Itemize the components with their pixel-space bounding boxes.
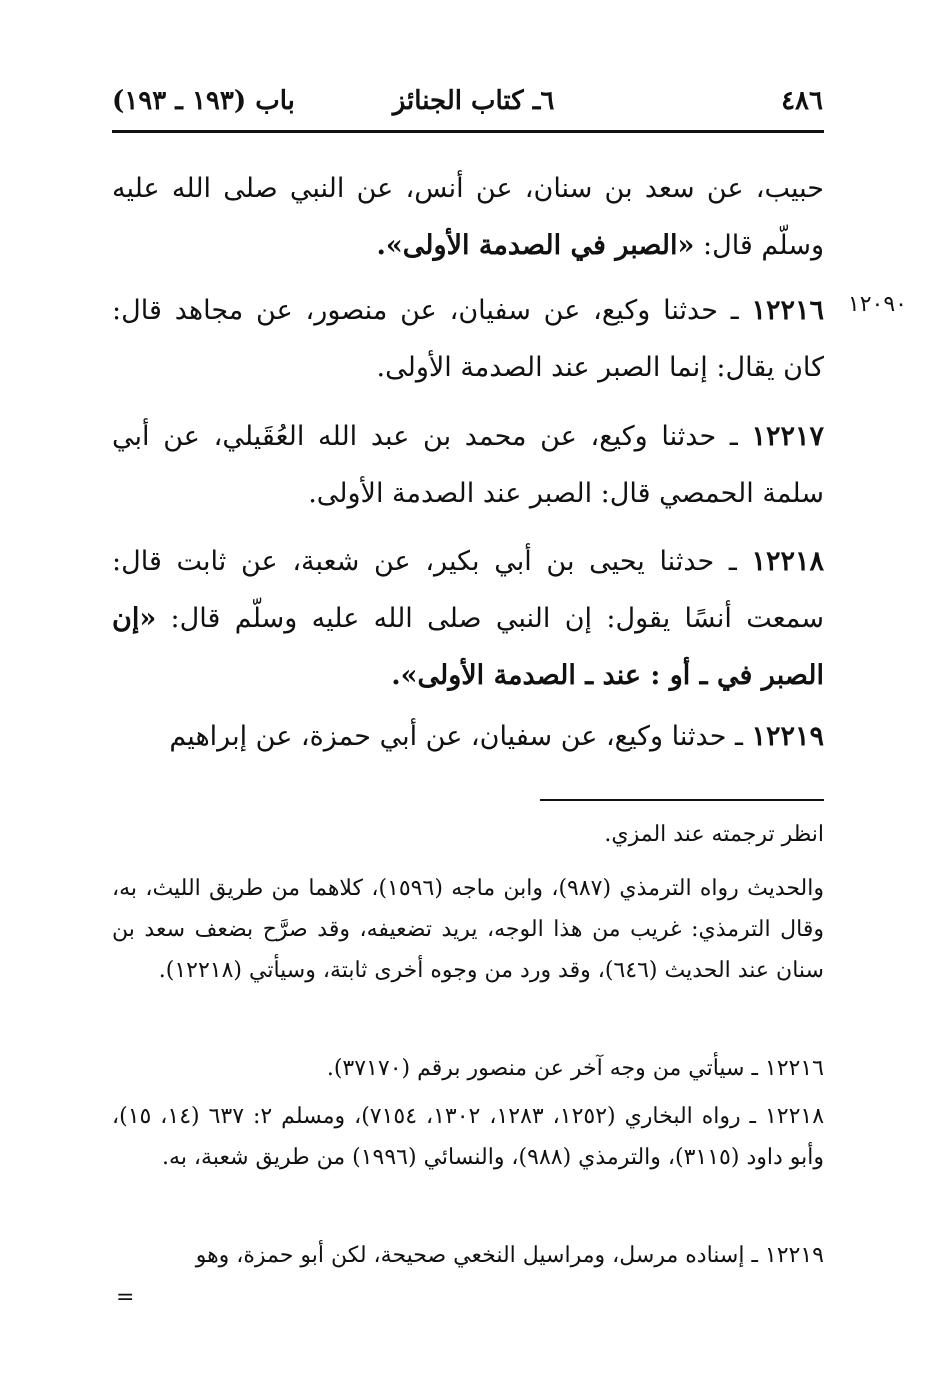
page-number: ٤٨٦	[781, 86, 823, 116]
chapter-range: باب (١٩٣ ـ ١٩٣)	[112, 86, 295, 116]
footnote: والحديث رواه الترمذي (٩٨٧)، وابن ماجه (١٥٩٦)، كلاهما من طريق الليث، به، وقال الترمذي: غريب من هذا الوجه، يريد تضعيفه، وقد صرَّح بضعف سعد بن سنان عند الحديث (٦٤٦)، وقد ورد من وجوه أخرى ثابتة، وسيأتي (١٢٢١٨).	[112, 876, 825, 983]
header-rule	[112, 130, 824, 133]
footnote: ١٢٢١٨ ـ رواه البخاري (١٢٥٢، ١٢٨٣، ١٣٠٢، ٧١٥٤)، ومسلم ٢: ٦٣٧ (١٤، ١٥)، وأبو داود (٣١١٥)، والترمذي (٩٨٨)، والنسائي (١٩٩٦) من طريق شعبة، به.	[112, 1104, 825, 1170]
hadith-12217	[112, 408, 824, 522]
hadith-quote: «الصبر في الصدمة الأولى».	[376, 230, 695, 261]
hadith-number: ١٢٢١٩	[751, 721, 824, 752]
hadith-number: ١٢٢١٨	[751, 546, 824, 577]
hadith-12216	[112, 282, 824, 396]
hadith-number: ١٢٢١٦	[751, 295, 824, 326]
paragraph-text: حبيب، عن سعد بن سنان، عن أنس، عن النبي صلى الله عليه وسلّم قال:	[112, 173, 824, 261]
hadith-number: ١٢٢١٧	[751, 421, 824, 452]
hadith-text: ـ حدثنا وكيع، عن سفيان، عن أبي حمزة، عن إبراهيم	[169, 721, 752, 752]
footnote: انظر ترجمته عند المزي.	[604, 822, 824, 847]
continuation-mark: =	[116, 1285, 135, 1310]
hadith-12219	[112, 708, 824, 765]
footnote: ١٢٢١٩ ـ إسناده مرسل، ومراسيل النخعي صحيحة، لكن أبو حمزة، وهو	[195, 1243, 824, 1268]
margin-hadith-number: ١٢٠٩٠	[847, 292, 907, 317]
hadith-12218	[112, 533, 824, 704]
footnote-rule	[540, 799, 824, 801]
book-title: ٦ـ كتاب الجنائز	[392, 86, 555, 116]
footnote: ١٢٢١٦ ـ سيأتي من وجه آخر عن منصور برقم (٣٧١٧٠).	[326, 1056, 824, 1081]
hadith-quote: «إن الصبر في ـ أو : عند ـ الصدمة الأولى».	[112, 603, 824, 691]
paragraph-continuation	[112, 160, 824, 274]
hadith-text: ـ حدثنا يحيى بن أبي بكير، عن شعبة، عن ثابت قال: سمعت أنسًا يقول: إن النبي صلى الله عليه وسلّم قال:	[112, 546, 824, 634]
hadith-text: ـ حدثنا وكيع، عن سفيان، عن منصور، عن مجاهد قال: كان يقال: إنما الصبر عند الصدمة الأولى.	[112, 295, 824, 383]
hadith-text: ـ حدثنا وكيع، عن محمد بن عبد الله العُقَيلي، عن أبي سلمة الحمصي قال: الصبر عند الصدمة الأولى.	[112, 421, 824, 509]
